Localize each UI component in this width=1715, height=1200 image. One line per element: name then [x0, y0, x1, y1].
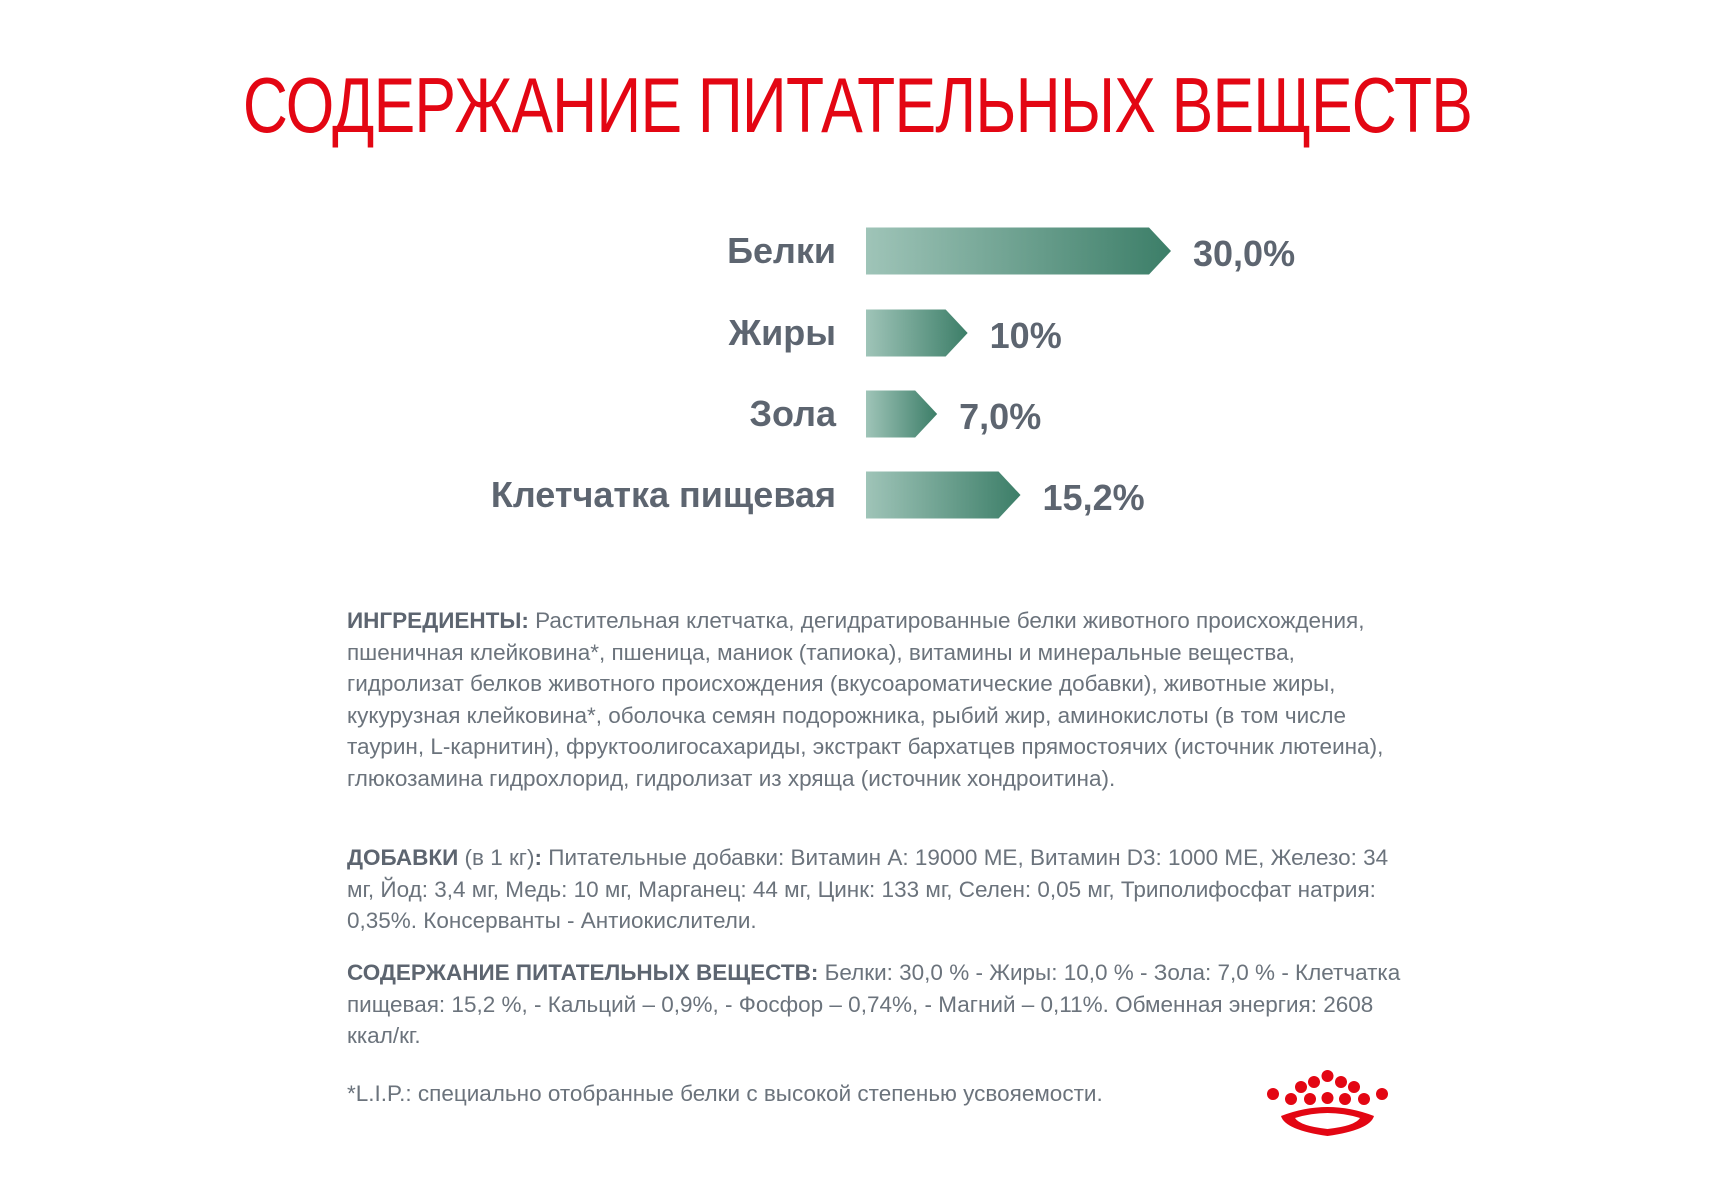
bar-1: [866, 228, 1171, 275]
category-label: Жиры: [728, 312, 836, 353]
category-label: Белки: [727, 230, 836, 271]
nutrients-text: Белки: 30,0 % - Жиры: 10,0 % - Зола: 7,0 % - Клетчатка пищевая: 15,2 %, - Кальций – 0,9%, - Фосфор – 0,74%, - Магний – 0,11%. Обменная энергия: 2608 ккал/кг.: [347, 960, 1401, 1048]
bar-3: [866, 391, 937, 438]
value-label: 30,0%: [1193, 233, 1296, 274]
ingredients-label: ИНГРЕДИЕНТЫ:: [347, 608, 529, 633]
nutrients-label: СОДЕРЖАНИЕ ПИТАТЕЛЬНЫХ ВЕЩЕСТВ:: [347, 960, 819, 985]
nutrients-paragraph: [347, 957, 1407, 1052]
category-label: Зола: [749, 393, 836, 434]
bar-4: [866, 472, 1021, 519]
ingredients-paragraph: [347, 605, 1407, 794]
value-label: 15,2%: [1042, 477, 1145, 518]
category-label: Клетчатка пищевая: [490, 474, 836, 515]
ingredients-text: Растительная клетчатка, дегидратированные белки животного происхождения, пшеничная клейковина*, пшеница, маниок (тапиока), витамины и минеральные вещества, гидролизат белков животного происхождения (вкусоароматические добавки), животные жиры, кукурузная клейковина*, оболочка семян подорожника, рыбий жир, аминокислоты (в том числе таурин, L-карнитин), фруктоолигосахариды, экстракт бархатцев прямостоячих (источник лютеина), глюкозамина гидрохлорид, гидролизат из хряща (источник хондроитина).: [347, 608, 1384, 791]
additives-label: ДОБАВКИ: [347, 845, 459, 870]
value-label: 7,0%: [959, 396, 1042, 437]
bar-2: [866, 310, 968, 357]
crown-icon: [1265, 1068, 1390, 1140]
additives-colon: :: [534, 845, 543, 870]
footnote: *L.I.P.: специально отобранные белки с высокой степенью усвояемости.: [347, 1081, 1103, 1106]
additives-paragraph: [347, 842, 1407, 937]
value-label: 10%: [989, 315, 1062, 356]
page-title: СОДЕРЖАНИЕ ПИТАТЕЛЬНЫХ ВЕЩЕСТВ: [242, 61, 1473, 149]
nutrient-bar-chart: [0, 0, 1715, 560]
additives-sub: (в 1 кг): [458, 845, 535, 870]
additives-text: Питательные добавки: Витамин A: 19000 МЕ, Витамин D3: 1000 МЕ, Железо: 34 мг, Йод: 3,4 мг, Медь: 10 мг, Марганец: 44 мг, Цинк: 133 мг, Селен: 0,05 мг, Триполифосфат натрия: 0,35%. Консерванты - Антиокислители.: [347, 845, 1389, 933]
